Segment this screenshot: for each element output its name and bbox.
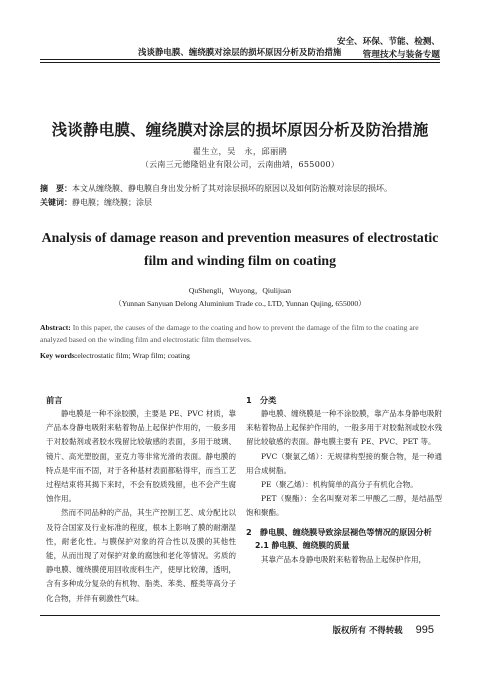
column-name xyxy=(337,36,440,61)
abstract-cn-block xyxy=(40,182,440,209)
right-column xyxy=(246,393,442,567)
left-column xyxy=(46,393,236,606)
preface-paragraph-1: 静电膜是一种不涂胶膜，主要是 PE、PVC 材质，靠产品本身静电吸附来粘着物品上起保护作用的，一般多用于对胶黏剂或者胶水残留比较敏感的表面，多用于玻璃、镜片、高光塑胶面，亚克力等非常光滑的表面。静电膜的特点是牢而不固，对于各种基材表面都粘得牢，而当工艺过程结束将其揭下来时，不会有胶质残留，也不会产生腐蚀作用。 xyxy=(46,409,236,504)
section-heading-cause-analysis: 2 静电膜、缠绕膜导致涂层褪色等情况的原因分析 xyxy=(246,526,432,537)
affiliation-en: （Yunnan Sanyuan Delong Aluminium Trade co., LTD, Yunnan Qujing, 655000） xyxy=(114,299,366,308)
running-title: 浅谈静电膜、缠绕膜对涂层的损坏原因分析及防治措施 xyxy=(138,47,342,57)
column-name-line2: 管理技术与装备专题 xyxy=(362,49,440,60)
preface-paragraph-2: 然而不同品种的产品，其生产控制工艺、成分配比以及符合国家及行业标准的程度，根本上影响了膜的耐潮湿性，耐老化性。与膜保护对象的符合性以及膜的其他性能，从而出现了对保护对象的腐蚀和老化等情况。劣质的静电膜、缠绕膜使用回收废料生产，使厚比较薄，透明，含有多种成分复杂的有机物、脂类、苯类、醛类等高分子化合物，并伴有刺激性气味。 xyxy=(46,508,236,603)
film-quality-paragraph: 其靠产品本身静电吸附来粘着物品上起保护作用， xyxy=(261,554,426,564)
pvc-definition: PVC（聚氯乙烯）：无规律构型接的聚合物，是一种通用合成树脂。 xyxy=(246,451,442,475)
header-rule-thick xyxy=(40,59,440,60)
keywords-en-label: Key words: xyxy=(40,351,78,360)
subsection-heading-film-quality: 2.1 静电膜、缠绕膜的质量 xyxy=(255,540,350,550)
pet-definition: PET（聚酯）：全名叫聚对苯二甲酸乙二醇，是结晶型饱和聚酯。 xyxy=(246,494,442,518)
header-rule-thin xyxy=(40,62,440,63)
section-heading-preface: 前言 xyxy=(46,395,63,405)
abstract-en xyxy=(40,322,440,345)
page-footer xyxy=(333,619,434,638)
keywords-cn xyxy=(40,196,440,210)
footer-rule xyxy=(40,615,440,616)
page-number: 995 xyxy=(415,623,434,636)
article-title-en: Analysis of damage reason and prevention measures of electrostatic film and winding film on coating xyxy=(41,230,439,268)
authors-en: QuShengli，Wuyong，Qiulijuan xyxy=(188,286,292,295)
abstract-cn-label: 摘 要： xyxy=(40,184,72,193)
affiliation-cn: （云南三元德隆铝业有限公司，云南曲靖，655000） xyxy=(140,160,340,169)
abstract-cn xyxy=(40,182,440,196)
copyright-note: 版权所有 不得转载 xyxy=(332,624,403,635)
keywords-en xyxy=(40,350,440,362)
classification-paragraph: 静电膜、缠绕膜是一种不涂胶膜，靠产品本身静电吸附来粘着物品上起保护作用的，一般多用于对胶黏剂或胶水残留比较敏感的表面。静电膜主要有 PE、PVC、PET 等。 xyxy=(246,409,442,447)
authors-cn: 翟生立，吴 永，邱丽鹃 xyxy=(192,146,288,156)
column-name-line1: 安全、环保、节能、检测、 xyxy=(336,37,440,47)
section-heading-classification: 1 分类 xyxy=(246,395,277,405)
abstract-en-label: Abstract: xyxy=(40,323,71,332)
running-header xyxy=(40,30,440,62)
keywords-en-text: electrostatic film; Wrap film; coating xyxy=(77,351,190,360)
keywords-cn-text: 静电膜；缠绕膜；涂层 xyxy=(72,197,152,207)
abstract-cn-text: 本文从缠绕膜、静电膜自身出发分析了其对涂层损坏的原因以及如何防治膜对涂层的损坏。 xyxy=(72,184,392,193)
article-title-cn: 浅谈静电膜、缠绕膜对涂层的损坏原因分析及防治措施 xyxy=(51,121,429,139)
keywords-cn-label: 关键词： xyxy=(40,197,72,207)
abstract-en-text: In this paper, the causes of the damage to the coating and how to prevent the damage of the film to the coating are analyzed based on the winding film and electrostatic film themselves. xyxy=(40,323,419,344)
pe-definition: PE（聚乙烯）：机构简单的高分子有机化合物。 xyxy=(261,480,418,490)
